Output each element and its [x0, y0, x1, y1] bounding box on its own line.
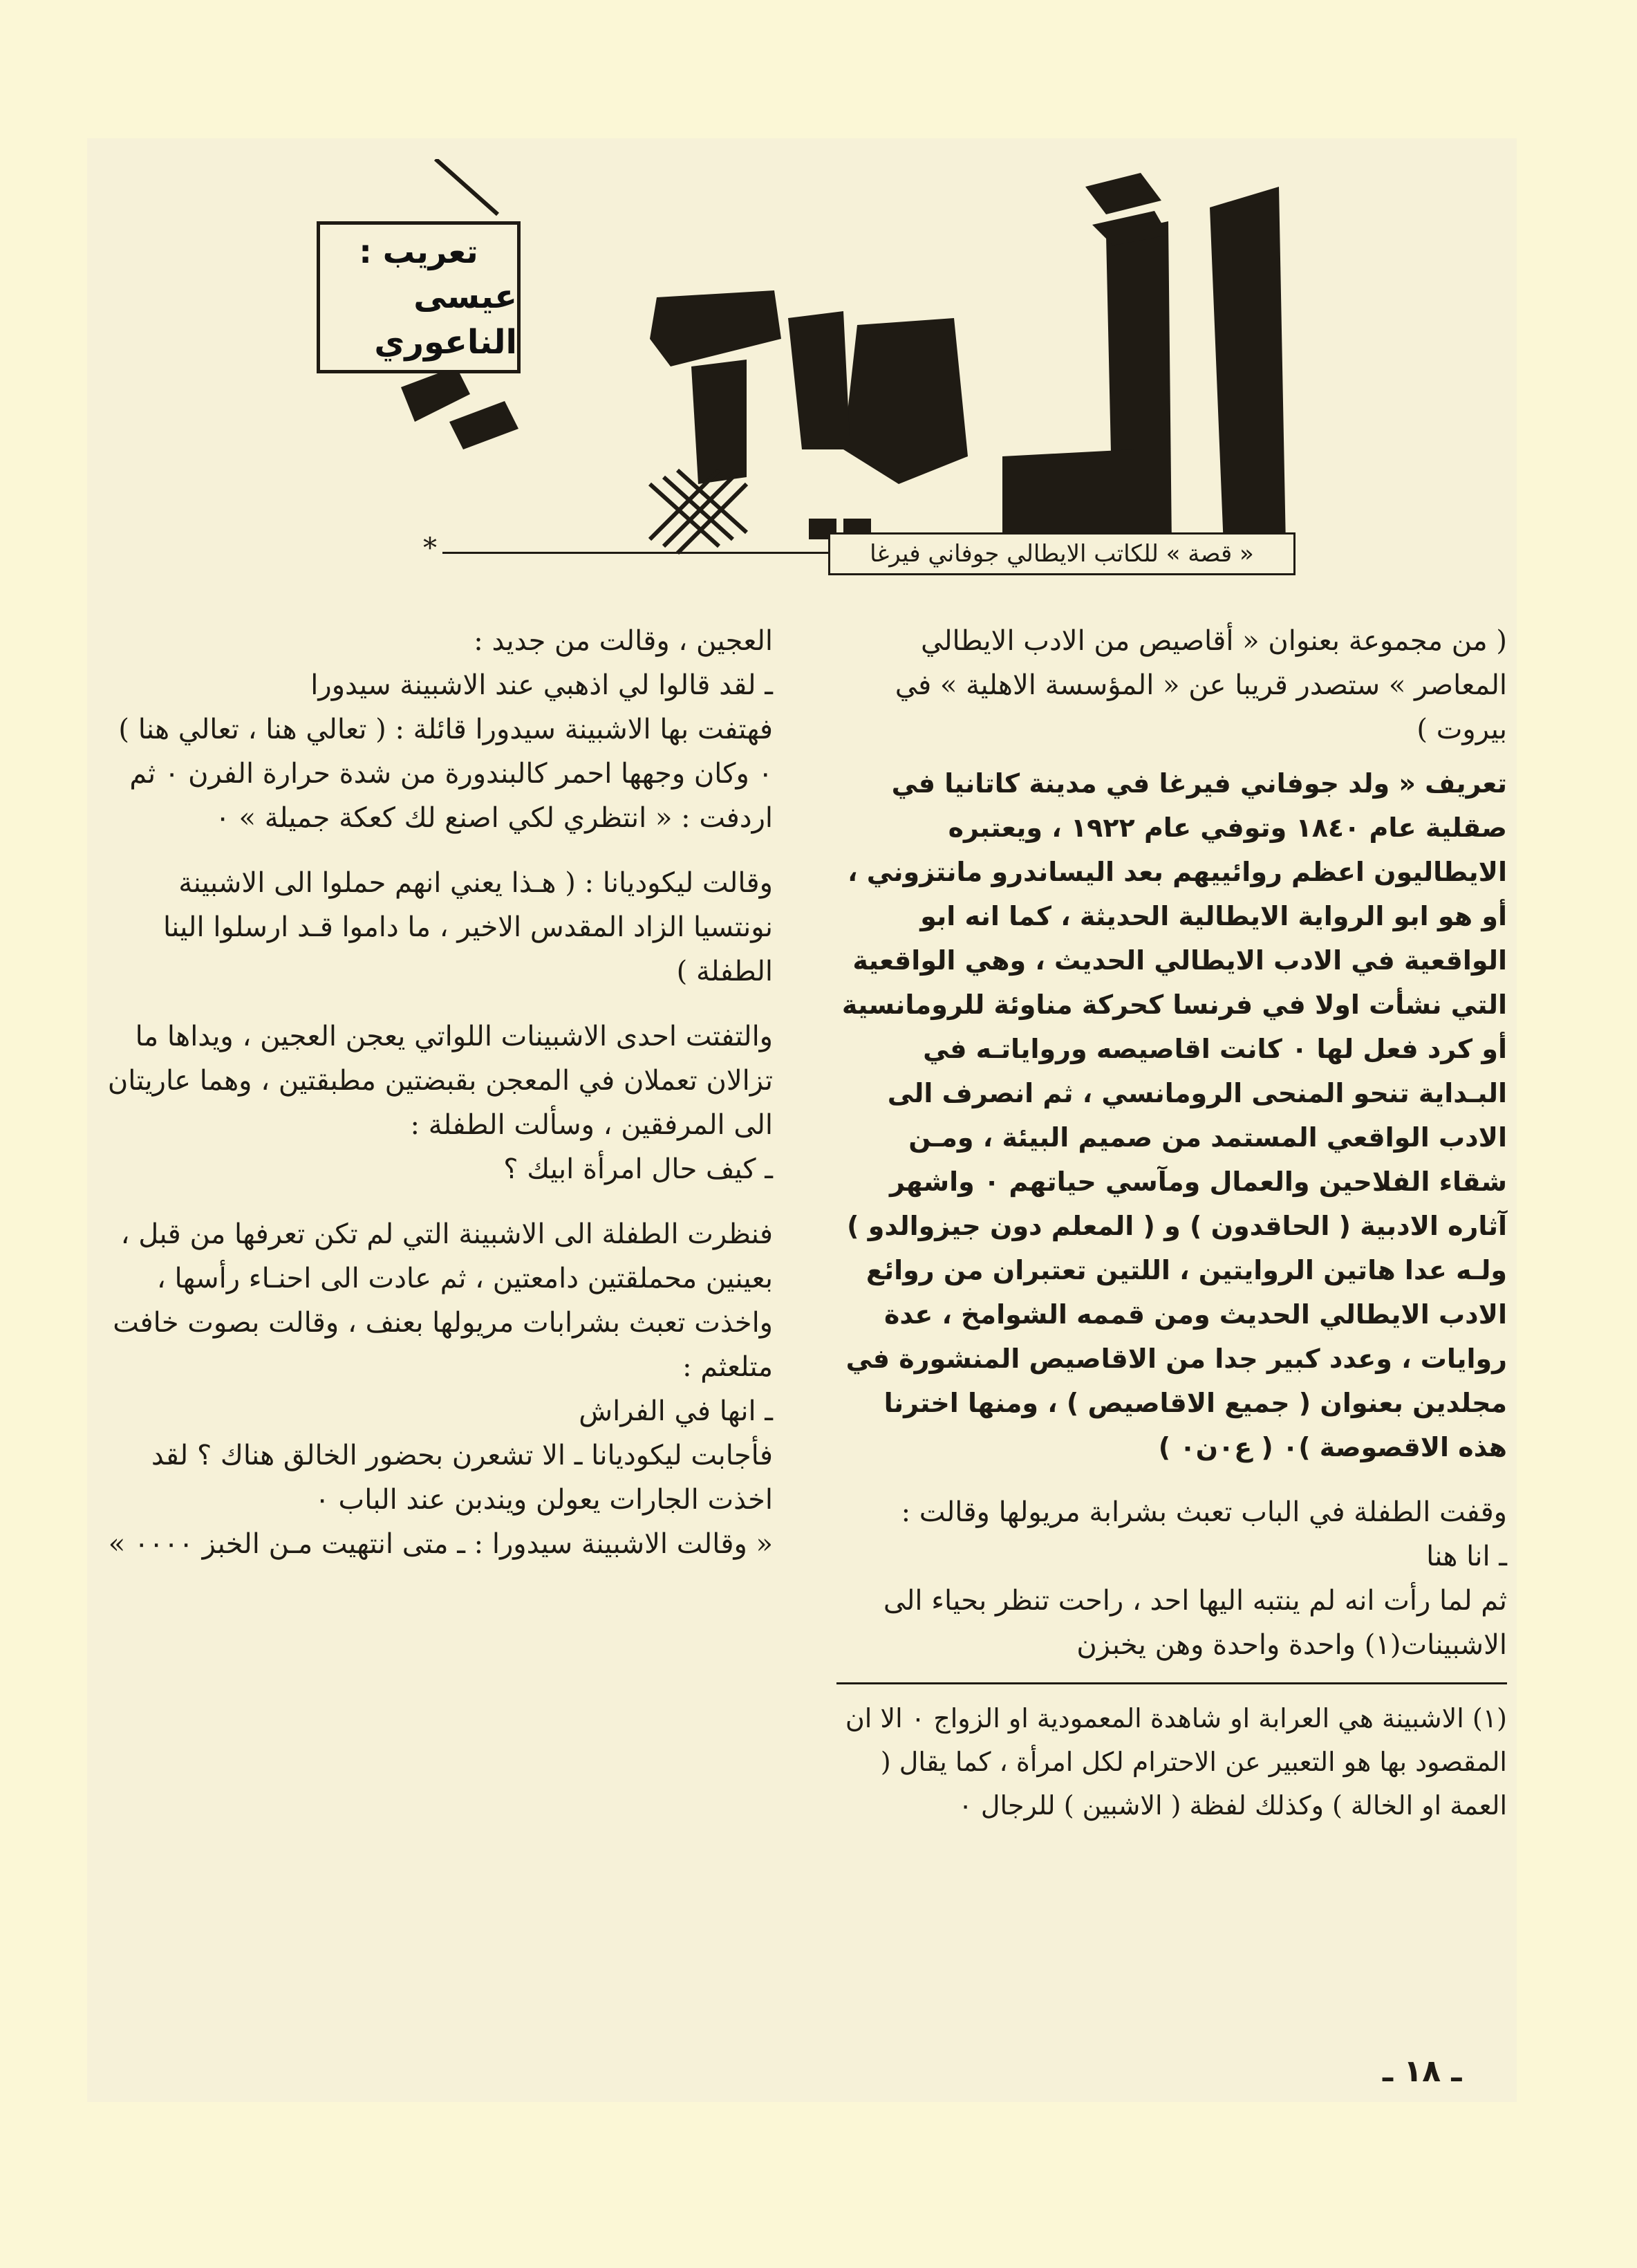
right-column [833, 619, 1507, 1828]
story-subtitle: « قصة » للكاتب الايطالي جوفاني فيرغا [828, 532, 1295, 575]
story-paragraph: فنظرت الطفلة الى الاشبينة التي لم تكن تعرفها من قبل ، بعينين محملقتين دامعتين ، ثم عادت الى احنـاء رأسها ، واخذت تعبث بشرابات مريولها بعنف ، وقالت بصوت خافت متلعثم : [113, 1218, 773, 1383]
translator-credit-sign [317, 221, 521, 373]
header-rule [442, 552, 830, 554]
story-paragraph: ـ لقد قالوا لي اذهبي عند الاشبينة سيدورا [310, 669, 773, 701]
story-paragraph: فهتفت بها الاشبينة سيدورا قائلة : ( تعالي هنا ، تعالي هنا ) ٠ وكان وجهها احمر كالبندورة من شدة حرارة الفرن ٠ ثم اردفت : « انتظري لكي اصنع لك كعكة جميلة » ٠ [118, 714, 773, 834]
left-column [97, 619, 773, 1566]
story-paragraph: فأجابت ليكوديانا ـ الا تشعرن بحضور الخالق هناك ؟ لقد اخذت الجارات يعولن ويندبن عند الباب ٠ [151, 1440, 773, 1516]
sign-pole-icon [436, 159, 498, 214]
page-number: ـ ١٨ ـ [1383, 2054, 1462, 2089]
story-paragraph: ثم لما رأت انه لم ينتبه اليها احد ، راحت تنظر بحياء الى الاشبينات(١) واحدة واحدة وهن يخبزن [883, 1585, 1507, 1661]
story-paragraph: ـ انها في الفراش [579, 1395, 773, 1427]
source-note: ( من مجموعة بعنوان « أقاصيص من الادب الايطالي المعاصر » ستصدر قريبا عن « المؤسسة الاهلية » في بيروت ) [895, 625, 1507, 745]
footnote: (١) الاشبينة هي العرابة او شاهدة المعمودية او الزواج ٠ الا ان المقصود بها هو التعبير عن الاحترام لكل امرأة ، كما يقال ( العمة او الخالة ) وكذلك لفظة ( الاشبين ) للرجال ٠ [845, 1703, 1507, 1821]
story-paragraph: العجين ، وقالت من جديد : [474, 625, 773, 657]
story-paragraph: ـ كيف حال امرأة ابيك ؟ [503, 1153, 773, 1185]
footnote-divider [836, 1682, 1507, 1684]
story-paragraph: والتفتت احدى الاشبينات اللواتي يعجن العجين ، ويداها ما تزالان تعملان في المعجن بقبضتين مطبقتين ، وهما عاريتان الى المرفقين ، وسألت الطفلة : [107, 1021, 773, 1141]
star-ornament-icon: * [423, 532, 437, 564]
story-paragraph: ـ انا هنا [1426, 1541, 1507, 1572]
translation-label: تعريب : [359, 233, 478, 270]
author-bio: تعريف « ولد جوفاني فيرغا في مدينة كاتانيا في صقلية عام ١٨٤٠ وتوفي عام ١٩٢٢ ، ويعتبره الايطاليون اعظم روائييهم بعد اليساندرو مانتزوني ، أو هو ابو الرواية الايطالية الحديثة ، كما انه ابو الواقعية في الادب الايطالي الحديث ، وهي الواقعية التي نشأت اولا في فرنسا كحركة مناوئة للرومانسية أو كرد فعل لها ٠ كانت اقاصيصه ورواياتـه في البـداية تنحو المنحى الرومانسي ، ثم انصرف الى الادب الواقعي المستمد من صميم البيئة ، ومـن شقاء الفلاحين والعمال ومآسي حياتهم ٠ واشهر آثاره الادبية ( الحاقدون ) و ( المعلم دون جيزوالدو ) ولـه عدا هاتين الروايتين ، اللتين تعتبران من روائع الادب الايطالي الحديث ومن قممه الشوامخ ، عدة روايات ، وعدد كبير جدا من الاقاصيص المنشورة في مجلدين بعنوان ( جميع الاقاصيص ) ، ومنها اخترنا هذه الاقصوصة )٠ ( ع٠ن٠ ) [841, 768, 1507, 1462]
story-paragraph: « وقالت الاشبينة سيدورا : ـ متى انتهيت مـن الخبز ٠٠٠٠ » [108, 1528, 773, 1560]
translator-name: عيسى الناعوري [374, 277, 517, 362]
story-paragraph: وقالت ليكوديانا : ( هـذا يعني انهم حملوا الى الاشبينة نونتسيا الزاد المقدس الاخير ، ما داموا قـد ارسلوا الينا الطفلة ) [162, 867, 773, 987]
story-paragraph: وقفت الطفلة في الباب تعبث بشرابة مريولها وقالت : [901, 1496, 1507, 1528]
